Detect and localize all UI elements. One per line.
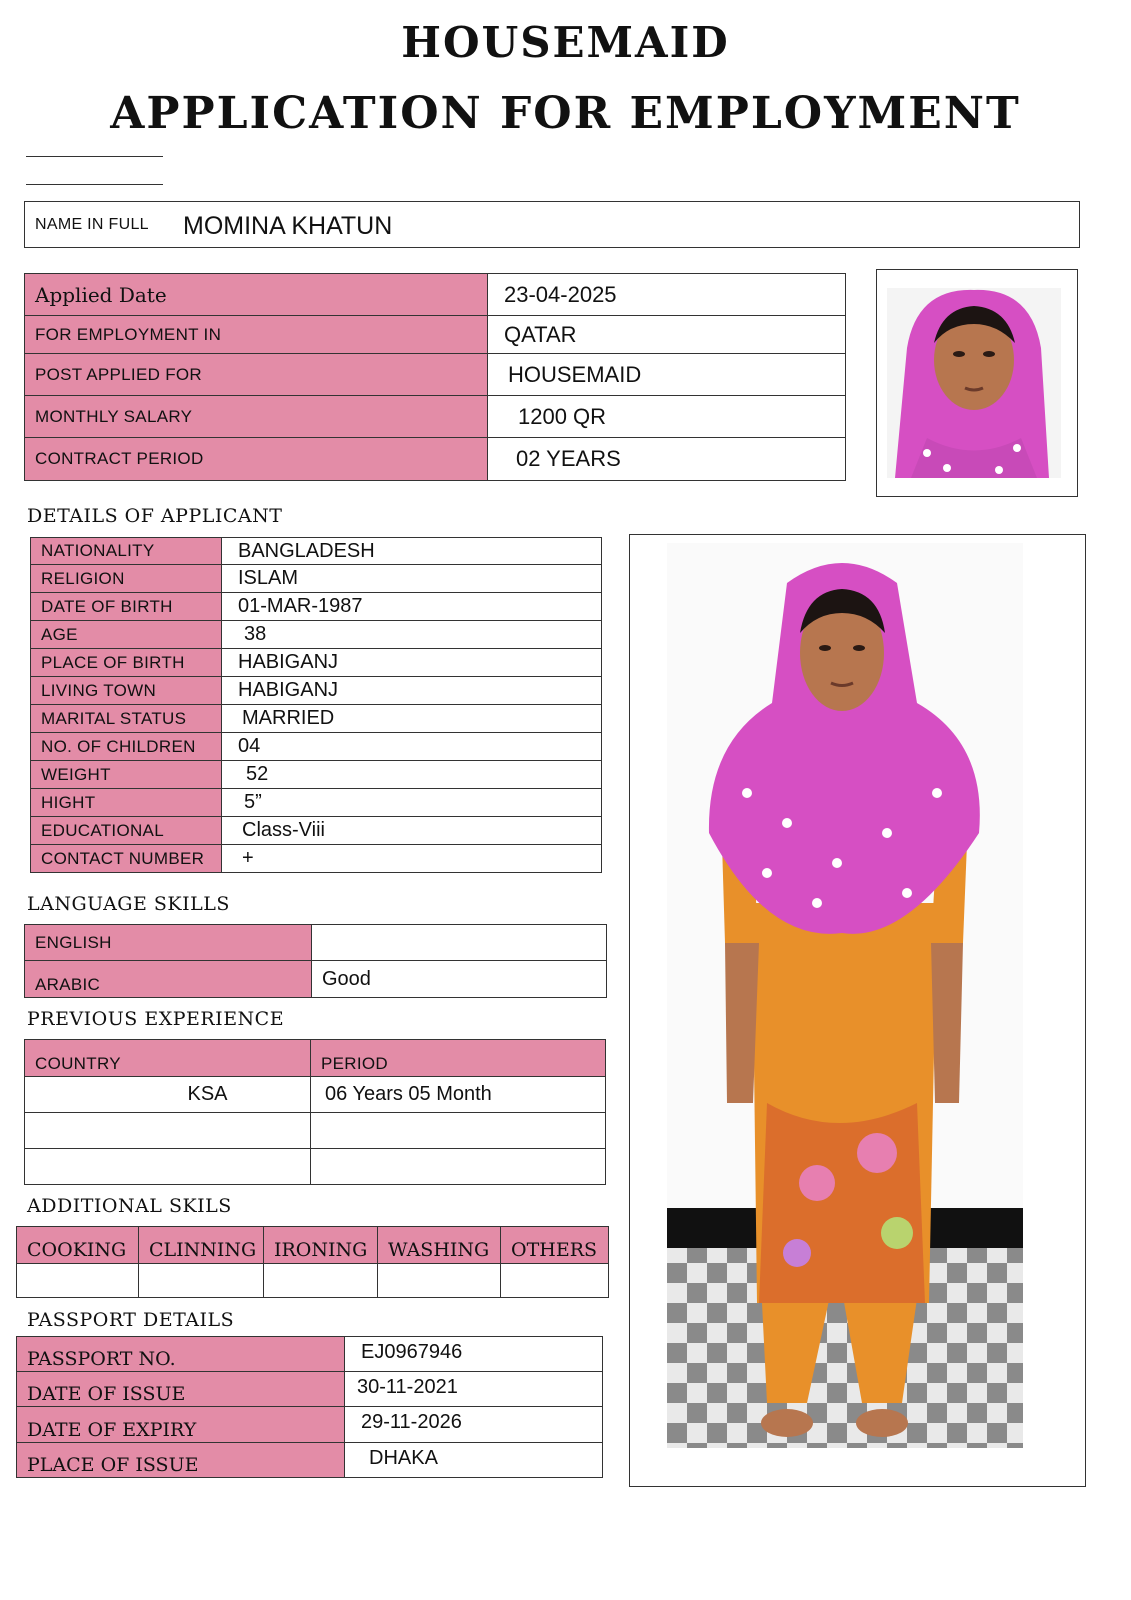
experience-row xyxy=(25,1149,606,1185)
passport-value: EJ0967946 xyxy=(361,1341,463,1363)
job-value: 23-04-2025 xyxy=(504,281,617,307)
full-length-photo xyxy=(667,543,1023,1448)
name-label: NAME IN FULL xyxy=(35,216,149,233)
skill-washing: WASHING xyxy=(388,1239,490,1261)
details-value: ISLAM xyxy=(238,567,299,589)
passport-label: DATE OF ISSUE xyxy=(27,1383,186,1405)
blank-line-2 xyxy=(26,184,163,185)
job-label: MONTHLY SALARY xyxy=(35,406,193,426)
experience-header-row xyxy=(25,1040,606,1077)
skill-ironing: IRONING xyxy=(274,1239,368,1261)
job-label: POST APPLIED FOR xyxy=(35,364,202,384)
job-row xyxy=(25,274,846,316)
experience-table xyxy=(24,1039,606,1185)
details-row xyxy=(31,649,602,677)
full-photo-frame xyxy=(629,534,1086,1487)
details-value: 01-MAR-1987 xyxy=(238,595,363,617)
skill-cooking: COOKING xyxy=(27,1239,127,1261)
details-label: PLACE OF BIRTH xyxy=(41,652,185,672)
job-label: CONTRACT PERIOD xyxy=(35,449,204,468)
language-table xyxy=(24,924,607,998)
details-value: + xyxy=(242,847,254,869)
skills-value-row xyxy=(17,1264,609,1298)
details-value: 04 xyxy=(238,735,261,757)
passport-row xyxy=(17,1372,603,1407)
passport-label: PLACE OF ISSUE xyxy=(27,1454,199,1476)
language-label: ENGLISH xyxy=(35,932,112,952)
details-row xyxy=(31,593,602,621)
details-label: EDUCATIONAL xyxy=(41,820,164,840)
skill-others: OTHERS xyxy=(511,1239,598,1261)
details-value: 52 xyxy=(246,763,269,785)
language-heading: LANGUAGE SKILLS xyxy=(27,893,230,915)
document-title: HOUSEMAID xyxy=(401,18,730,67)
language-row xyxy=(25,961,607,998)
details-row xyxy=(31,789,602,817)
language-label: ARABIC xyxy=(35,975,101,994)
experience-col-period: PERIOD xyxy=(321,1054,388,1073)
language-value: Good xyxy=(322,967,371,990)
skills-heading: ADDITIONAL SKILS xyxy=(27,1195,232,1217)
details-row xyxy=(31,761,602,789)
details-row xyxy=(31,845,602,873)
passport-label: DATE OF EXPIRY xyxy=(27,1419,197,1441)
details-label: LIVING TOWN xyxy=(41,680,157,700)
job-row xyxy=(25,396,846,438)
details-label: MARITAL STATUS xyxy=(41,708,187,728)
details-row xyxy=(31,817,602,845)
details-row xyxy=(31,733,602,761)
job-table xyxy=(24,273,846,481)
details-label: NATIONALITY xyxy=(41,541,155,560)
name-value: MOMINA KHATUN xyxy=(183,212,393,240)
skill-cleaning: CLINNING xyxy=(149,1239,257,1261)
passport-row xyxy=(17,1443,603,1478)
name-box xyxy=(24,201,1080,248)
details-value: MARRIED xyxy=(242,707,335,729)
job-value: 02 YEARS xyxy=(516,446,621,471)
experience-row xyxy=(25,1113,606,1149)
blank-line-1 xyxy=(26,156,163,157)
passport-label: PASSPORT NO. xyxy=(27,1348,176,1370)
details-label: NO. OF CHILDREN xyxy=(41,736,196,756)
details-row xyxy=(31,538,602,565)
skills-header-row xyxy=(17,1227,609,1264)
details-row xyxy=(31,565,602,593)
details-value: Class-Viii xyxy=(242,819,325,841)
job-value: HOUSEMAID xyxy=(508,361,642,387)
details-value: HABIGANJ xyxy=(238,679,339,701)
experience-col-country: COUNTRY xyxy=(35,1054,121,1073)
document-subtitle: APPLICATION FOR EMPLOYMENT xyxy=(110,88,1021,139)
details-label: HIGHT xyxy=(41,792,96,812)
details-value: 38 xyxy=(244,623,267,645)
job-label: FOR EMPLOYMENT IN xyxy=(35,324,222,344)
passport-photo-frame xyxy=(876,269,1078,497)
passport-value: 30-11-2021 xyxy=(357,1376,458,1398)
job-value: QATAR xyxy=(504,321,577,347)
passport-photo xyxy=(887,288,1061,478)
experience-row xyxy=(25,1077,606,1113)
passport-value: 29-11-2026 xyxy=(361,1411,462,1433)
details-value: BANGLADESH xyxy=(238,539,375,562)
passport-value: DHAKA xyxy=(369,1447,438,1469)
details-table xyxy=(30,537,602,873)
details-label: WEIGHT xyxy=(41,764,111,784)
experience-period: 06 Years 05 Month xyxy=(325,1083,492,1105)
details-value: 5” xyxy=(244,791,262,813)
language-value xyxy=(312,931,322,953)
job-value: 1200 QR xyxy=(518,403,607,429)
passport-row xyxy=(17,1337,603,1372)
job-row xyxy=(25,354,846,396)
passport-heading: PASSPORT DETAILS xyxy=(27,1309,235,1331)
details-row xyxy=(31,677,602,705)
language-row xyxy=(25,925,607,961)
details-row xyxy=(31,621,602,649)
job-row xyxy=(25,438,846,481)
passport-table xyxy=(16,1336,603,1478)
passport-row xyxy=(17,1407,603,1443)
job-row xyxy=(25,316,846,354)
experience-country: KSA xyxy=(187,1083,228,1105)
details-label: DATE OF BIRTH xyxy=(41,596,173,616)
details-row xyxy=(31,705,602,733)
details-label: RELIGION xyxy=(41,568,125,588)
details-label: AGE xyxy=(41,624,78,644)
experience-heading: PREVIOUS EXPERIENCE xyxy=(27,1008,285,1030)
details-label: CONTACT NUMBER xyxy=(41,848,205,868)
job-label: Applied Date xyxy=(35,282,167,307)
details-heading: DETAILS OF APPLICANT xyxy=(27,505,283,527)
skills-table xyxy=(16,1226,609,1298)
details-value: HABIGANJ xyxy=(238,651,339,673)
